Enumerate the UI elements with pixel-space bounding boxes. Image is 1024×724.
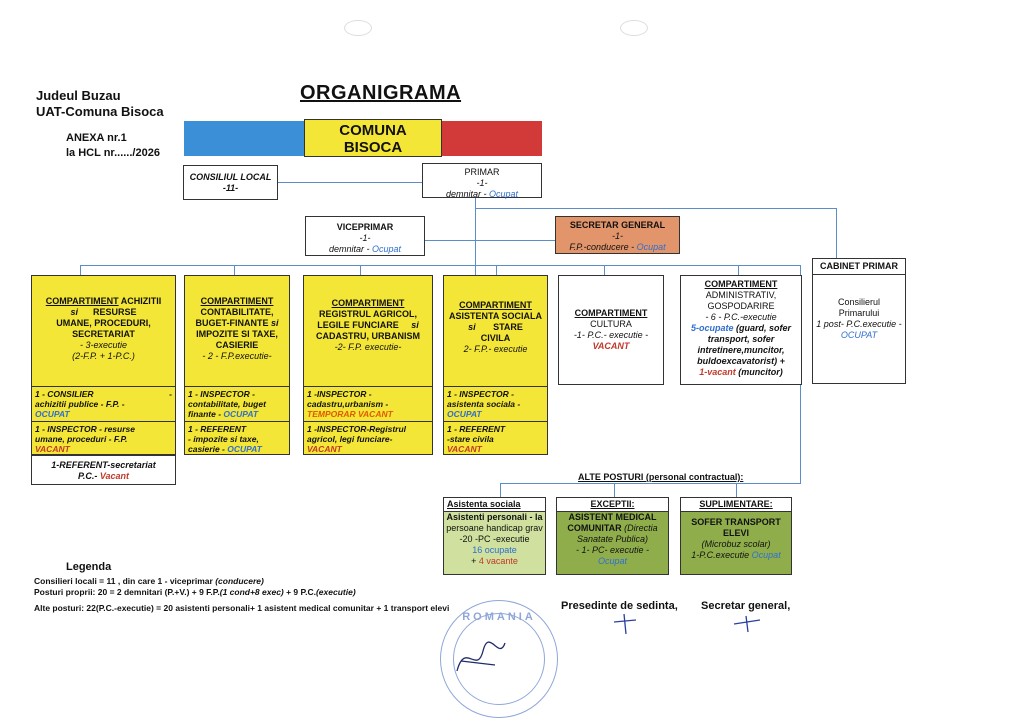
supl-l2: ELEVI (722, 528, 749, 538)
hcl-label: la HCL nr....../2026 (66, 147, 160, 159)
connector-line (736, 483, 737, 497)
comp3-t4: CADASTRU, URBANISM (316, 331, 420, 341)
connector-line (500, 483, 801, 484)
connector-line (234, 265, 235, 275)
connector-line (80, 265, 81, 275)
comp1-s3c: Vacant (99, 471, 130, 481)
compartiment-contabilitate-box (184, 275, 290, 455)
connector-line (360, 265, 361, 275)
comp3-t3b: si (411, 320, 419, 330)
uat-label: UAT-Comuna Bisoca (36, 104, 164, 119)
comp6-t1: COMPARTIMENT (704, 279, 778, 289)
connector-line (500, 483, 501, 497)
primar-box (422, 163, 542, 198)
legend-l2c: + 9 P.C. (283, 587, 316, 597)
exceptii-l4: - 1- PC- executie - (575, 545, 650, 555)
legend-line2 (34, 587, 356, 598)
connector-line (738, 265, 739, 275)
comp1-post3 (31, 455, 176, 485)
primar-type: demnitar - (445, 189, 489, 199)
president-signature-mark (610, 612, 640, 636)
annex-label: ANEXA nr.1 (66, 132, 127, 144)
flag-red-band (442, 121, 542, 156)
connector-line (425, 240, 555, 241)
connector-line (614, 483, 615, 497)
scan-mark (620, 20, 648, 36)
primar-title: PRIMAR (464, 167, 500, 177)
scan-mark (344, 20, 372, 36)
compartiment-asistenta-sociala-box (443, 275, 548, 455)
comp2-t1: COMPARTIMENT (200, 296, 274, 306)
alte-posturi-title: ALTE POSTURI (personal contractual): (578, 472, 744, 482)
compartiment-registrul-agricol-box (303, 275, 433, 455)
comp1-detail: (2-F.P. + 1-P.C.) (72, 351, 135, 361)
comp1-t5: UMANE, PROCEDURI, (56, 318, 151, 328)
connector-line (475, 208, 837, 209)
connector-line (496, 265, 497, 275)
commune-label-2: BISOCA (343, 139, 403, 156)
connector-line (604, 265, 605, 275)
comp4-post2 (444, 421, 547, 456)
comp1-post1 (32, 386, 175, 421)
supl-status: Ocupat (751, 550, 781, 560)
comp1-s2b: umane, proceduri - F.P. (35, 434, 128, 444)
comp1-s1b: - (169, 389, 172, 399)
secretar-general-box (555, 216, 680, 254)
secretary-signature-label: Secretar general, (701, 600, 791, 612)
legend-line3: Alte posturi: 22(P.C.-executie) = 20 asistenti personali+ 1 asistent medical comunitar + 1 transport elevi (34, 603, 450, 613)
cabinet-status: OCUPAT (840, 330, 878, 340)
comp3-s2b: agricol, legi funciare- (307, 434, 393, 444)
viceprimar-status: Ocupat (371, 244, 402, 254)
cabinet-line2: Primarului (838, 308, 880, 318)
comp3-s2a: 1 -INSPECTOR-Registrul (307, 424, 407, 434)
comp2-t4: IMPOZITE SI TAXE, (196, 329, 278, 339)
legend-title: Legenda (66, 561, 112, 573)
comp6-vac-detail: (muncitor) (735, 367, 783, 377)
consiliul-local-box (183, 165, 278, 200)
comp1-t3: si (70, 307, 78, 317)
comp5-status: VACANT (592, 341, 630, 351)
exceptii-l3: Sanatate Publica) (576, 534, 649, 544)
secretar-count: -1- (612, 231, 623, 241)
page-title: ORGANIGRAMA (300, 82, 462, 104)
comp4-t4: CIVILA (480, 333, 511, 343)
viceprimar-count: -1- (359, 233, 371, 243)
comp3-s2c: VACANT (307, 444, 342, 454)
comp2-count: - 2 - F.P.executie- (202, 351, 272, 361)
comp1-post2 (32, 421, 175, 456)
comp4-s2b: -stare civila (447, 434, 494, 444)
comp2-s2d: OCUPAT (227, 444, 262, 454)
primar-status: Ocupat (488, 189, 519, 199)
comp1-s3b: P.C.- (77, 471, 100, 481)
comp2-post1 (185, 386, 289, 421)
comp4-post1 (444, 386, 547, 421)
comp4-s1a: 1 - INSPECTOR - (447, 389, 514, 399)
official-stamp (440, 600, 558, 718)
comp1-s1a: 1 - CONSILIER (35, 389, 94, 399)
comp6-t2: ADMINISTRATIV, (705, 290, 777, 300)
secretary-signature-mark (730, 612, 764, 634)
asist-occ: 16 ocupate (472, 545, 517, 555)
comp3-s1a: 1 -INSPECTOR - (307, 389, 372, 399)
comp3-s1b: cadastru,urbanism - (307, 399, 389, 409)
comp2-t2: CONTABILITATE, (200, 307, 274, 317)
comp2-s1b: contabilitate, buget (188, 399, 266, 409)
supl-head: SUPLIMENTARE: (681, 498, 791, 512)
comp3-post1 (304, 386, 432, 421)
asistenti-personali-box (443, 497, 546, 575)
asist-l1: Asistenti personali - la (446, 512, 543, 522)
comp1-t2: ACHIZITII (120, 296, 162, 306)
stamp-signature (451, 631, 511, 681)
exceptii-l2b: (Directia (621, 523, 658, 533)
secretar-status: Ocupat (636, 242, 666, 252)
comp1-count: - 3-executie (79, 340, 128, 350)
viceprimar-box (305, 216, 425, 256)
viceprimar-type: demnitar - (328, 244, 372, 254)
comp6-plus: + (777, 356, 785, 366)
exceptii-l1: ASISTENT MEDICAL (568, 512, 657, 522)
comp5-t1: COMPARTIMENT (574, 308, 648, 318)
comp4-t3: si (468, 322, 476, 332)
compartiment-administrativ-box (680, 275, 802, 385)
connector-line (836, 208, 837, 258)
comp1-s2c: VACANT (35, 444, 70, 454)
supl-l1: SOFER TRANSPORT (691, 517, 781, 527)
viceprimar-title: VICEPRIMAR (336, 222, 394, 232)
comp2-t5: CASIERIE (215, 340, 259, 350)
comp3-count: -2- F.P. executie- (334, 342, 402, 352)
comp1-t6: SECRETARIAT (72, 329, 135, 339)
cabinet-title: CABINET PRIMAR (813, 259, 905, 275)
comp3-t3: LEGILE FUNCIARE (317, 320, 399, 330)
comp4-s1b: asistenta sociala - (447, 399, 521, 409)
comp6-occ: 5-ocupate (690, 323, 734, 333)
legend-line1 (34, 576, 264, 587)
comp4-s2c: VACANT (447, 444, 482, 454)
comp4-s2a: 1 - REFERENT (447, 424, 506, 434)
comp5-t2: CULTURA (590, 319, 632, 329)
comp4-t3b: STARE (493, 322, 523, 332)
compartiment-cultura-box (558, 275, 664, 385)
president-signature-label: Presedinte de sedinta, (561, 600, 678, 612)
exceptii-box (556, 497, 669, 575)
comp2-t3b: si (271, 318, 279, 328)
legend-l2d: (executie) (315, 587, 356, 597)
asist-vac: 4 vacante (478, 556, 518, 566)
comp1-s1c: achizitii publice - F.P. - (35, 399, 125, 409)
comp5-count: -1- P.C.- executie - (573, 330, 649, 340)
exceptii-status: Ocupat (597, 556, 628, 566)
asist-vac-pre: + (471, 556, 479, 566)
comp3-post2 (304, 421, 432, 456)
asist-l3: -20 -PC -executie (459, 534, 530, 544)
comp1-t4: RESURSE (93, 307, 137, 317)
comp2-t3: BUGET-FINANTE (195, 318, 269, 328)
comp6-vac: 1-vacant (699, 367, 736, 377)
comp6-t3: GOSPODARIRE (707, 301, 775, 311)
comp4-t1: COMPARTIMENT (459, 300, 532, 310)
legend-l2b: (1 cond+8 exec) (219, 587, 284, 597)
consiliul-local-count: -11- (222, 183, 239, 193)
comp1-s2a: 1 - INSPECTOR - resurse (35, 424, 135, 434)
connector-line (278, 182, 422, 183)
legend-l1a: Consilieri locali = 11 , din care 1 - viceprimar (34, 576, 216, 586)
primar-count: -1- (476, 178, 488, 188)
cabinet-primar-box (812, 258, 906, 384)
commune-box (304, 119, 442, 157)
comp2-s2a: 1 - REFERENT (188, 424, 247, 434)
cabinet-line3: 1 post- P.C.executie - (816, 319, 902, 329)
exceptii-head: EXCEPTII: (557, 498, 668, 512)
comp4-s1c: OCUPAT (447, 409, 482, 419)
comp2-s2b: - impozite si taxe, (188, 434, 259, 444)
commune-label-1: COMUNA (339, 122, 407, 139)
legend-l1b: (conducere) (215, 576, 264, 586)
comp2-post2 (185, 421, 289, 456)
county-label: Judeul Buzau (36, 88, 121, 103)
legend-l2a: Posturi proprii: 20 = 2 demnitari (P.+V.) + 9 F.P. (34, 587, 220, 597)
comp3-s1c: TEMPORAR VACANT (307, 409, 393, 419)
stamp-text: ROMANIA (462, 611, 536, 623)
comp3-t2: REGISTRUL AGRICOL, (318, 309, 417, 319)
comp2-s2c: casierie - (188, 444, 228, 454)
asist-l2: persoane handicap grav (446, 523, 543, 533)
exceptii-l2: COMUNITAR (567, 523, 622, 533)
comp6-count: - 6 - P.C.-executie (705, 312, 777, 322)
comp2-s1d: OCUPAT (223, 409, 259, 419)
compartiment-achizitii-box (31, 275, 176, 455)
consiliul-local-title: CONSILIUL LOCAL (189, 172, 272, 182)
asist-head: Asistenta sociala (444, 498, 545, 512)
comp3-t1: COMPARTIMENT (331, 298, 405, 308)
comp1-s3a: 1-REFERENT-secretariat (51, 460, 156, 470)
comp6-occ-detail: (guard, sofer transport, sofer intretinere,muncitor, buldoexcavatorist) (697, 323, 792, 366)
supl-l3: (Microbuz scolar) (701, 539, 771, 549)
secretar-type: F.P.-conducere - (569, 242, 637, 252)
comp4-t2: ASISTENTA SOCIALA (448, 311, 542, 321)
comp2-s1c: finante - (188, 409, 224, 419)
comp1-s1d: OCUPAT (35, 409, 70, 419)
comp4-count: 2- F.P.- executie (463, 344, 528, 354)
supl-l4: 1-P.C.executie (691, 550, 752, 560)
connector-line (475, 198, 476, 278)
suplimentare-box (680, 497, 792, 575)
flag-blue-band (184, 121, 304, 156)
comp1-t1: COMPARTIMENT (45, 296, 119, 306)
comp2-s1a: 1 - INSPECTOR - (188, 389, 255, 399)
connector-line (80, 265, 800, 266)
secretar-title: SECRETAR GENERAL (569, 220, 666, 230)
cabinet-line1: Consilierul (837, 297, 881, 307)
